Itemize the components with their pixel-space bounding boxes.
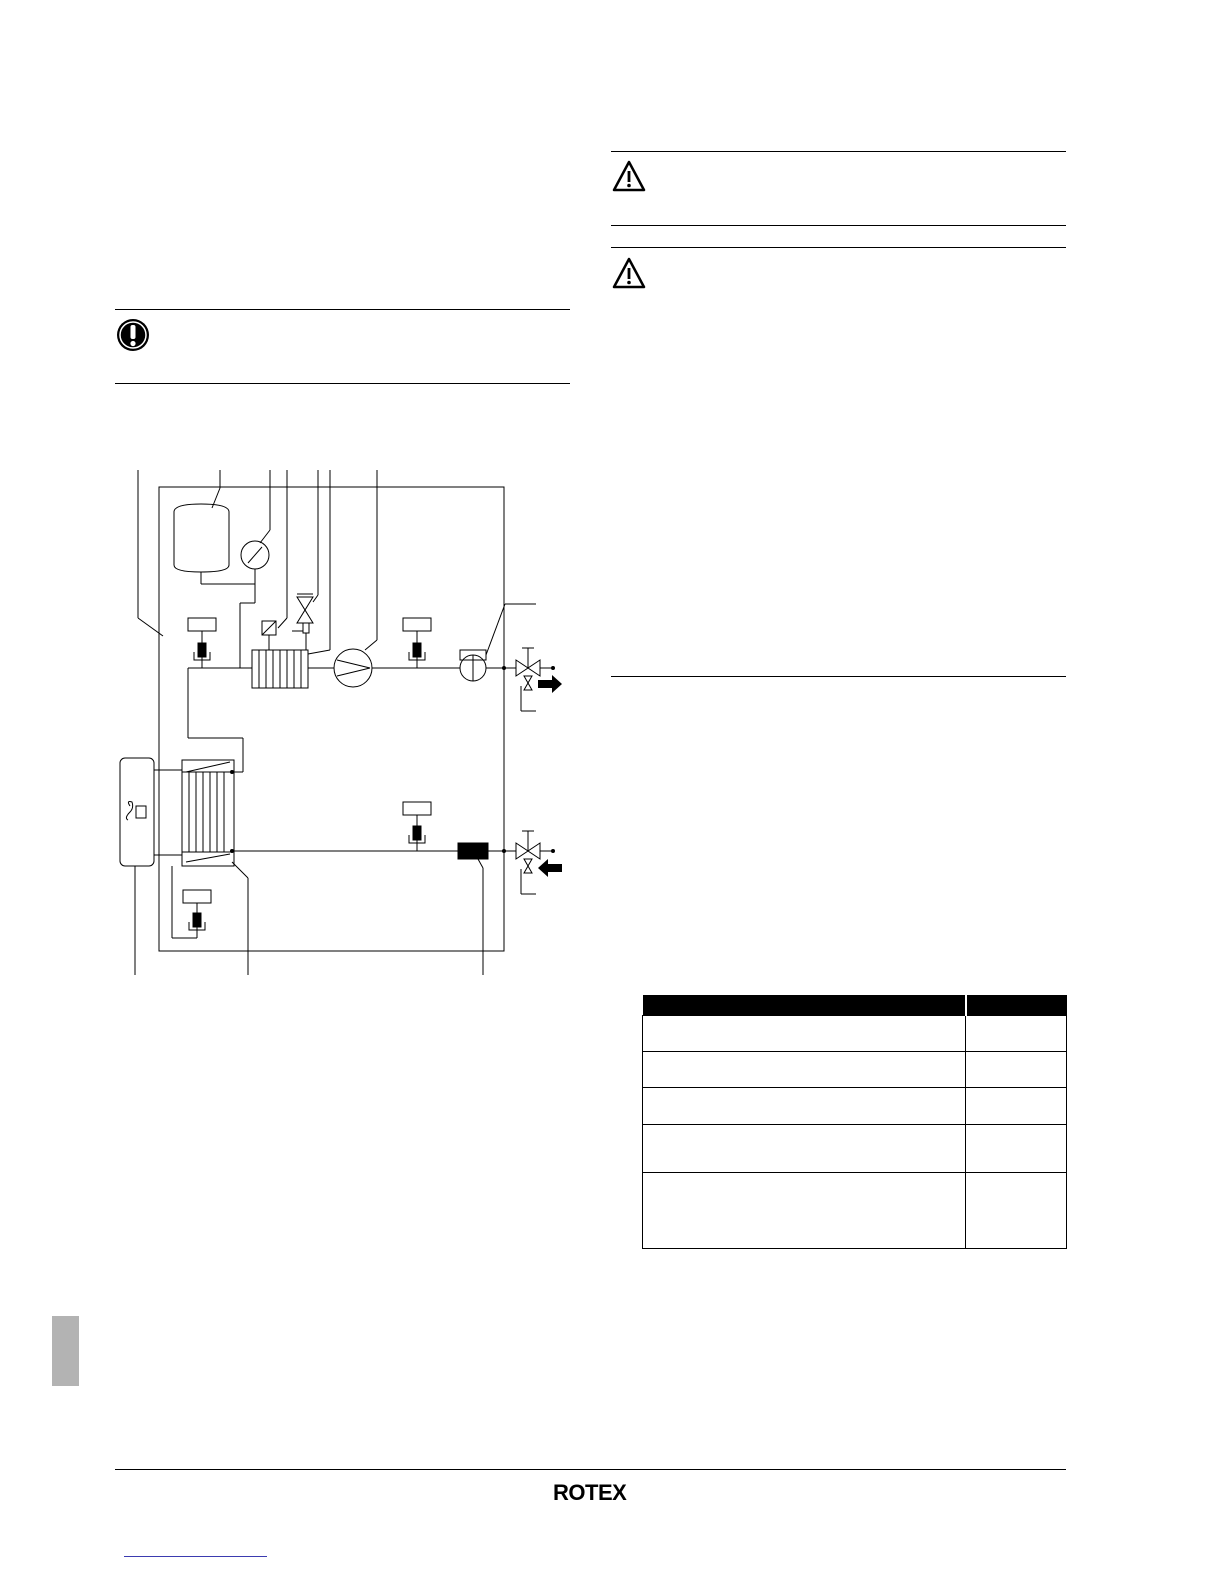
table-header-cell xyxy=(966,995,1067,1016)
data-table xyxy=(642,995,1067,1249)
table-cell xyxy=(643,1016,966,1052)
arrow-left-icon xyxy=(538,859,562,877)
unit-frame xyxy=(159,487,504,951)
warning-2-rule-top xyxy=(611,247,1066,248)
expansion-vessel xyxy=(174,504,229,572)
temperature-sensor-1 xyxy=(188,618,216,631)
table-row xyxy=(643,1052,1067,1088)
table-row xyxy=(643,1173,1067,1249)
table-cell xyxy=(966,1125,1067,1173)
table-header-cell xyxy=(643,995,966,1016)
temperature-sensor-4 xyxy=(183,890,211,903)
exclamation-circle-icon xyxy=(116,318,150,352)
footer-link-underline[interactable] xyxy=(124,1556,267,1557)
warning-2-rule-bottom xyxy=(611,676,1066,677)
table-cell xyxy=(643,1173,966,1249)
footer-rule xyxy=(115,1469,1066,1470)
table-cell xyxy=(966,1173,1067,1249)
warning-1-rule-bottom xyxy=(611,225,1066,226)
table-cell xyxy=(643,1125,966,1173)
outdoor-unit xyxy=(120,758,154,866)
table-cell xyxy=(966,1016,1067,1052)
table-row xyxy=(643,1088,1067,1125)
note-rule-top xyxy=(115,309,570,310)
hydraulic-schematic-diagram xyxy=(100,460,570,980)
water-filter xyxy=(458,843,488,859)
plate-heat-exchanger xyxy=(182,760,234,866)
circulation-pump xyxy=(334,649,372,687)
table-cell xyxy=(966,1088,1067,1125)
note-rule-bottom xyxy=(115,383,570,384)
table-cell xyxy=(643,1052,966,1088)
table-row xyxy=(643,1125,1067,1173)
table-cell xyxy=(643,1088,966,1125)
rotex-logo: ROTEX xyxy=(553,1480,627,1505)
table-row xyxy=(643,1016,1067,1052)
arrow-right-icon xyxy=(538,675,562,693)
table-cell xyxy=(966,1052,1067,1088)
temperature-sensor-3 xyxy=(403,802,431,815)
warning-triangle-icon xyxy=(612,257,646,289)
warning-1-rule-top xyxy=(611,151,1066,152)
temperature-sensor-2 xyxy=(403,618,431,631)
table-header-row xyxy=(643,995,1067,1016)
warning-triangle-icon xyxy=(612,160,646,192)
chapter-tab xyxy=(52,1316,79,1386)
